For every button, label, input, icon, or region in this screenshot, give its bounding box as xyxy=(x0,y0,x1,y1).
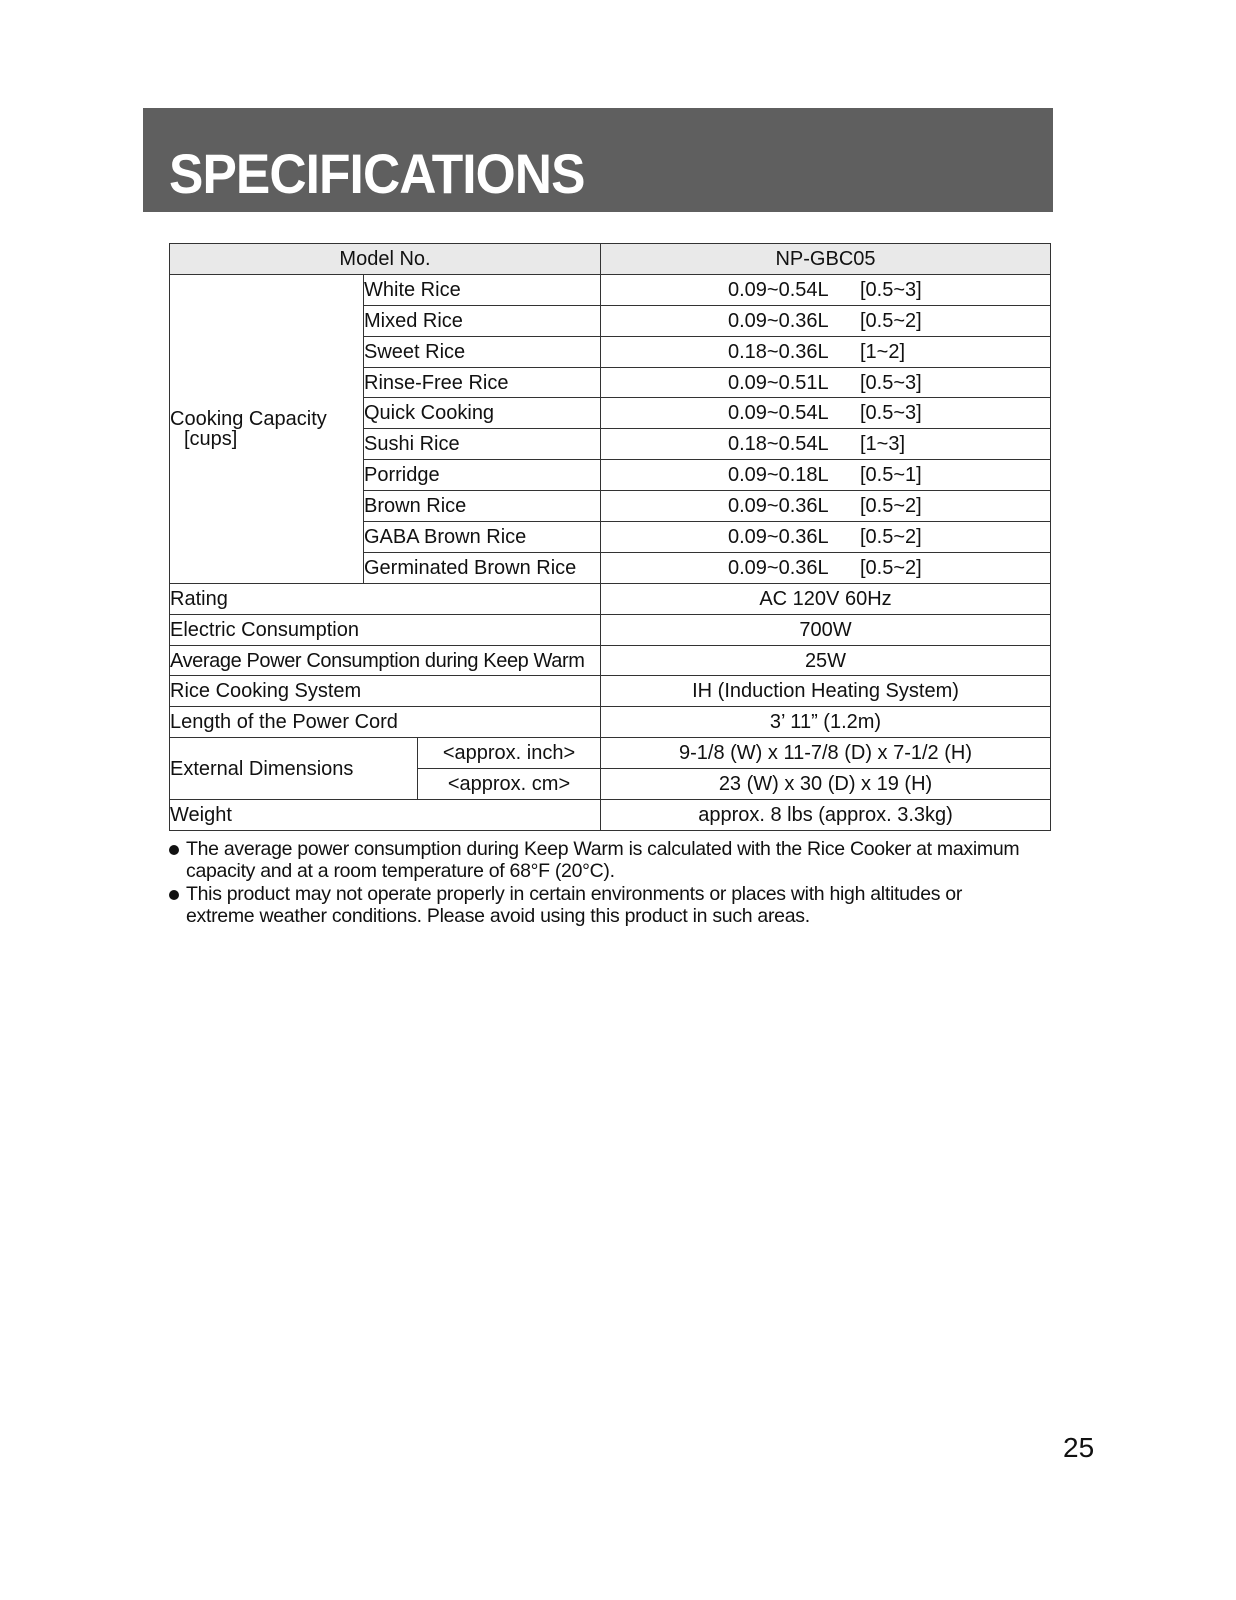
capacity-value-cell xyxy=(601,552,1051,583)
capacity-menu: Germinated Brown Rice xyxy=(364,552,601,583)
keep-warm-row xyxy=(170,645,1051,676)
capacity-liters: 0.09~0.36L xyxy=(728,525,829,548)
weight-row xyxy=(170,800,1051,831)
weight-value: approx. 8 lbs (approx. 3.3kg) xyxy=(601,800,1051,831)
capacity-cups: [0.5~2] xyxy=(860,495,922,518)
power-cord-value: 3’ 11” (1.2m) xyxy=(601,707,1051,738)
rating-label: Rating xyxy=(170,583,601,614)
capacity-value-cell xyxy=(601,367,1051,398)
rating-row xyxy=(170,583,1051,614)
note-item xyxy=(169,883,1029,927)
capacity-row xyxy=(170,274,1051,305)
electric-consumption-row xyxy=(170,614,1051,645)
capacity-cups: [0.5~3] xyxy=(860,402,922,425)
capacity-liters: 0.09~0.54L xyxy=(728,402,829,425)
cooking-system-row xyxy=(170,676,1051,707)
capacity-value-cell xyxy=(601,274,1051,305)
capacity-value-cell xyxy=(601,491,1051,522)
capacity-menu: Rinse-Free Rice xyxy=(364,367,601,398)
capacity-value-cell xyxy=(601,398,1051,429)
capacity-cups: [1~2] xyxy=(860,340,906,363)
capacity-menu: Sweet Rice xyxy=(364,336,601,367)
model-label: Model No. xyxy=(170,244,601,275)
capacity-cups: [0.5~3] xyxy=(860,371,922,394)
capacity-value-cell xyxy=(601,522,1051,553)
electric-consumption-value: 700W xyxy=(601,614,1051,645)
capacity-menu: Sushi Rice xyxy=(364,429,601,460)
cooking-system-label: Rice Cooking System xyxy=(170,676,601,707)
dimensions-inch-label: <approx. inch> xyxy=(418,738,601,769)
page-number: 25 xyxy=(1063,1432,1095,1463)
capacity-cups: [0.5~2] xyxy=(860,525,922,548)
capacity-menu: GABA Brown Rice xyxy=(364,522,601,553)
capacity-liters: 0.18~0.36L xyxy=(728,340,829,363)
power-cord-label: Length of the Power Cord xyxy=(170,707,601,738)
note-text: The average power consumption during Keep Warm is calculated with the Rice Cooker at maximum capacity and at a room temperature of 68°F (20°C). xyxy=(186,838,1020,882)
model-row xyxy=(170,244,1051,275)
capacity-liters: 0.09~0.36L xyxy=(728,309,829,332)
dimensions-inch-value: 9-1/8 (W) x 11-7/8 (D) x 7-1/2 (H) xyxy=(601,738,1051,769)
rating-value: AC 120V 60Hz xyxy=(601,583,1051,614)
capacity-liters: 0.09~0.36L xyxy=(728,495,829,518)
note-item xyxy=(169,838,1029,882)
dimensions-cm-label: <approx. cm> xyxy=(418,769,601,800)
capacity-menu: Brown Rice xyxy=(364,491,601,522)
weight-label: Weight xyxy=(170,800,601,831)
capacity-cups: [0.5~1] xyxy=(860,464,922,487)
capacity-value-cell xyxy=(601,336,1051,367)
electric-consumption-label: Electric Consumption xyxy=(170,614,601,645)
capacity-liters: 0.09~0.18L xyxy=(728,464,829,487)
capacity-value-cell xyxy=(601,429,1051,460)
specifications-table xyxy=(169,243,1051,831)
page-title: SPECIFICATIONS xyxy=(169,142,585,205)
capacity-liters: 0.18~0.54L xyxy=(728,433,829,456)
cooking-capacity-unit: [cups] xyxy=(184,427,238,450)
capacity-cups: [0.5~2] xyxy=(860,556,922,579)
header-band xyxy=(143,108,1053,212)
dimensions-row xyxy=(170,738,1051,769)
capacity-liters: 0.09~0.36L xyxy=(728,556,829,579)
dimensions-cm-value: 23 (W) x 30 (D) x 19 (H) xyxy=(601,769,1051,800)
capacity-liters: 0.09~0.54L xyxy=(728,278,829,301)
keep-warm-value: 25W xyxy=(601,645,1051,676)
model-value: NP-GBC05 xyxy=(601,244,1051,275)
cooking-capacity-cell xyxy=(170,274,364,583)
power-cord-row xyxy=(170,707,1051,738)
capacity-menu: Porridge xyxy=(364,460,601,491)
capacity-cups: [0.5~3] xyxy=(860,278,922,301)
capacity-value-cell xyxy=(601,305,1051,336)
capacity-menu: Mixed Rice xyxy=(364,305,601,336)
capacity-menu: Quick Cooking xyxy=(364,398,601,429)
notes xyxy=(169,838,1029,928)
capacity-liters: 0.09~0.51L xyxy=(728,371,829,394)
cooking-capacity-label: Cooking Capacity xyxy=(170,407,327,430)
bullet-icon xyxy=(169,845,179,855)
dimensions-label: External Dimensions xyxy=(170,738,418,800)
note-text: This product may not operate properly in certain environments or places with high altitudes or extreme weather conditions. Please avoid using this product in such areas. xyxy=(186,883,963,927)
capacity-cups: [1~3] xyxy=(860,433,906,456)
keep-warm-label: Average Power Consumption during Keep Warm xyxy=(170,645,601,676)
capacity-cups: [0.5~2] xyxy=(860,309,922,332)
cooking-system-value: IH (Induction Heating System) xyxy=(601,676,1051,707)
capacity-value-cell xyxy=(601,460,1051,491)
bullet-icon xyxy=(169,890,179,900)
capacity-menu: White Rice xyxy=(364,274,601,305)
